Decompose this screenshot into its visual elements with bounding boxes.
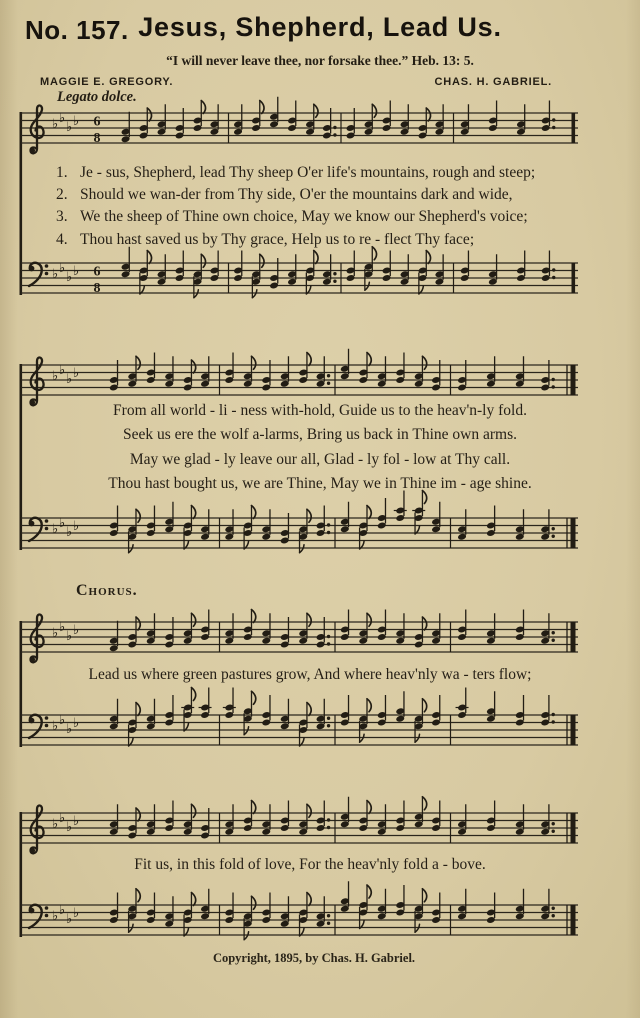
verse-text: Should we wan-der from Thy side, O'er the mountains dark and wide, xyxy=(80,186,513,204)
verse-number: 4. xyxy=(56,230,68,248)
svg-text:♭: ♭ xyxy=(73,623,80,638)
page-title: Jesus, Shepherd, Lead Us. xyxy=(138,12,502,42)
lyric-line: May we glad - ly leave our all, Glad - ly fol - low at Thy call. xyxy=(129,450,511,468)
svg-text:♭: ♭ xyxy=(66,629,73,644)
chorus-heading: Chorus. xyxy=(76,582,138,599)
svg-text:8: 8 xyxy=(93,131,101,146)
svg-text:♭: ♭ xyxy=(52,522,59,537)
svg-text:♭: ♭ xyxy=(66,722,73,737)
svg-text:♭: ♭ xyxy=(73,264,80,279)
scripture-quote: “I will never leave thee, nor forsake thee.” Heb. 13: 5. xyxy=(166,53,474,68)
verse-text: Thou hast saved us by Thy grace, Help us to re - flect Thy face; xyxy=(80,230,475,248)
svg-text:♭: ♭ xyxy=(66,820,73,835)
svg-text:♭: ♭ xyxy=(59,111,66,126)
lyricist-name: MAGGIE E. GREGORY. xyxy=(40,76,174,88)
verse-line-4 xyxy=(56,231,572,253)
svg-text:♭: ♭ xyxy=(59,903,66,918)
lyric-line: Seek us ere the wolf a-larms, Bring us back in Thine own arms. xyxy=(122,426,517,444)
svg-text:♭: ♭ xyxy=(73,114,80,129)
tempo-marking: Legato dolce. xyxy=(57,89,137,105)
verse-text: We the sheep of Thine own choice, May we know our Shepherd's voice; xyxy=(80,208,528,226)
lyric-line: From all world - li - ness with-hold, Guide us to the heav'n-ly fold. xyxy=(113,402,527,419)
svg-text:8: 8 xyxy=(93,281,101,296)
svg-text:♭: ♭ xyxy=(52,626,59,641)
svg-text:♭: ♭ xyxy=(52,117,59,132)
svg-text:♭: ♭ xyxy=(59,261,66,276)
svg-text:6: 6 xyxy=(93,114,101,130)
svg-text:♭: ♭ xyxy=(59,811,66,826)
svg-text:♭: ♭ xyxy=(52,267,59,282)
svg-text:♭: ♭ xyxy=(73,814,80,829)
final-lyric-line: Fit us, in this fold of love, For the heav'nly fold a - bove. xyxy=(134,856,486,873)
svg-text:♭: ♭ xyxy=(66,270,73,285)
svg-text:6: 6 xyxy=(93,264,101,280)
svg-text:♭: ♭ xyxy=(66,525,73,540)
svg-text:♭: ♭ xyxy=(73,366,80,381)
svg-text:♭: ♭ xyxy=(59,516,66,531)
verse-number: 1. xyxy=(56,164,68,181)
svg-text:♭: ♭ xyxy=(66,912,73,927)
verse-number: 3. xyxy=(56,208,68,226)
verse-line-3 xyxy=(56,208,572,230)
chorus-lyric-line: Lead us where green pastures grow, And where heav'nly wa - ters flow; xyxy=(88,666,532,683)
verse-block xyxy=(56,164,572,253)
verse-number: 2. xyxy=(56,186,68,204)
verse-text: Je - sus, Shepherd, lead Thy sheep O'er life's mountains, rough and steep; xyxy=(80,164,536,181)
svg-text:♭: ♭ xyxy=(73,519,80,534)
svg-text:♭: ♭ xyxy=(59,363,66,378)
verse-line-1 xyxy=(56,164,572,186)
svg-text:♭: ♭ xyxy=(66,372,73,387)
copyright-line: Copyright, 1895, by Chas. H. Gabriel. xyxy=(212,951,416,965)
svg-text:♭: ♭ xyxy=(52,719,59,734)
composer-name: CHAS. H. GABRIEL. xyxy=(434,76,552,88)
svg-text:♭: ♭ xyxy=(52,817,59,832)
svg-text:♭: ♭ xyxy=(73,906,80,921)
hymn-number: No. 157. xyxy=(25,15,129,45)
svg-text:♭: ♭ xyxy=(52,369,59,384)
svg-text:♭: ♭ xyxy=(52,909,59,924)
svg-text:♭: ♭ xyxy=(73,716,80,731)
svg-text:♭: ♭ xyxy=(66,120,73,135)
svg-text:♭: ♭ xyxy=(59,713,66,728)
verse-line-2 xyxy=(56,186,572,208)
svg-text:♭: ♭ xyxy=(59,620,66,635)
second-lyric-block xyxy=(30,402,610,500)
lyric-line: Thou hast bought us, we are Thine, May we in Thine im - age shine. xyxy=(108,475,532,493)
